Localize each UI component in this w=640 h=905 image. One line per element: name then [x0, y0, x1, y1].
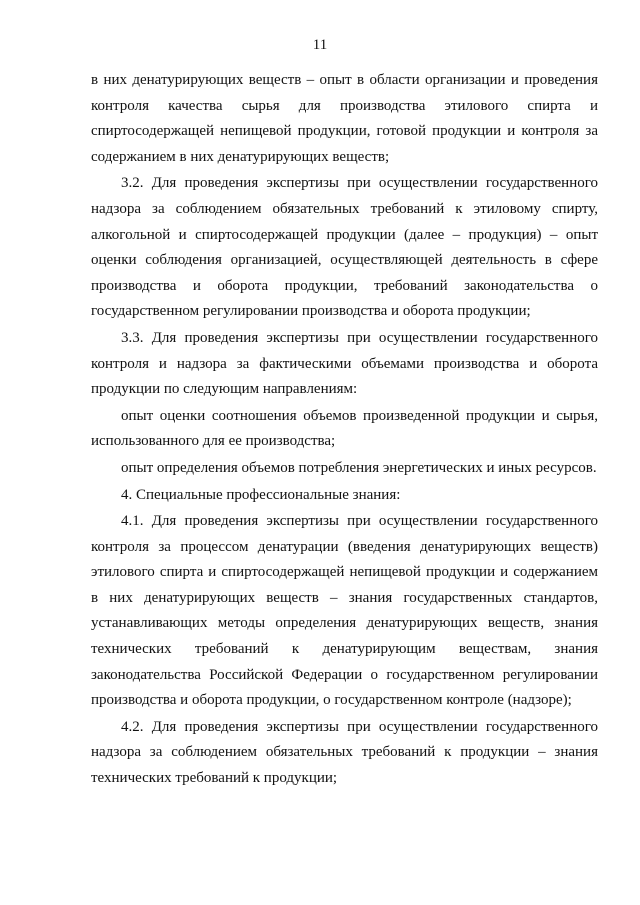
section-4-heading: 4. Специальные профессиональные знания:	[121, 486, 401, 503]
page-number: 11	[312, 37, 328, 53]
paragraph-3-3-item-2: опыт определения объемов потребления энергетических и иных ресурсов.	[121, 459, 597, 476]
document-body	[91, 68, 598, 792]
paragraph-4-2: 4.2. Для проведения экспертизы при осуществлении государственного надзора за соблюдением обязательных требований к продукции – знания технических требований к продукции;	[91, 718, 598, 787]
paragraph-3-3: 3.3. Для проведения экспертизы при осуществлении государственного контроля и надзора за фактическими объемами производства и оборота продукции по следующим направлениям:	[91, 329, 598, 398]
paragraph-4-1: 4.1. Для проведения экспертизы при осуществлении государственного контроля за процессом денатурации (введения денатурирующих веществ) этилового спирта и спиртосодержащей непищевой продукции и содержанием в них денатурирующих веществ – знания государственных стандартов, устанавливающих методы определения денатурирующих веществ, знания технических требований к денатурирующим веществам, знания законодательства Российской Федерации о государственном регулировании производства и оборота продукции, о государственном контроле (надзоре);	[91, 513, 598, 709]
paragraph-continuation: в них денатурирующих веществ – опыт в области организации и проведения контроля качества сырья для производства этилового спирта и спиртосодержащей непищевой продукции, готовой продукции и контроля за содержанием в них денатурирующих веществ;	[91, 72, 598, 165]
paragraph-3-3-item-1: опыт оценки соотношения объемов произведенной продукции и сырья, использованного для ее производства;	[91, 407, 598, 450]
paragraph-3-2: 3.2. Для проведения экспертизы при осуществлении государственного надзора за соблюдением обязательных требований к этиловому спирту, алкогольной и спиртосодержащей продукции (далее – продукция) – опыт оценки соблюдения организацией, осуществляющей деятельность в сфере производства и оборота продукции, требований законодательства о государственном регулировании производства и оборота продукции;	[91, 175, 598, 320]
